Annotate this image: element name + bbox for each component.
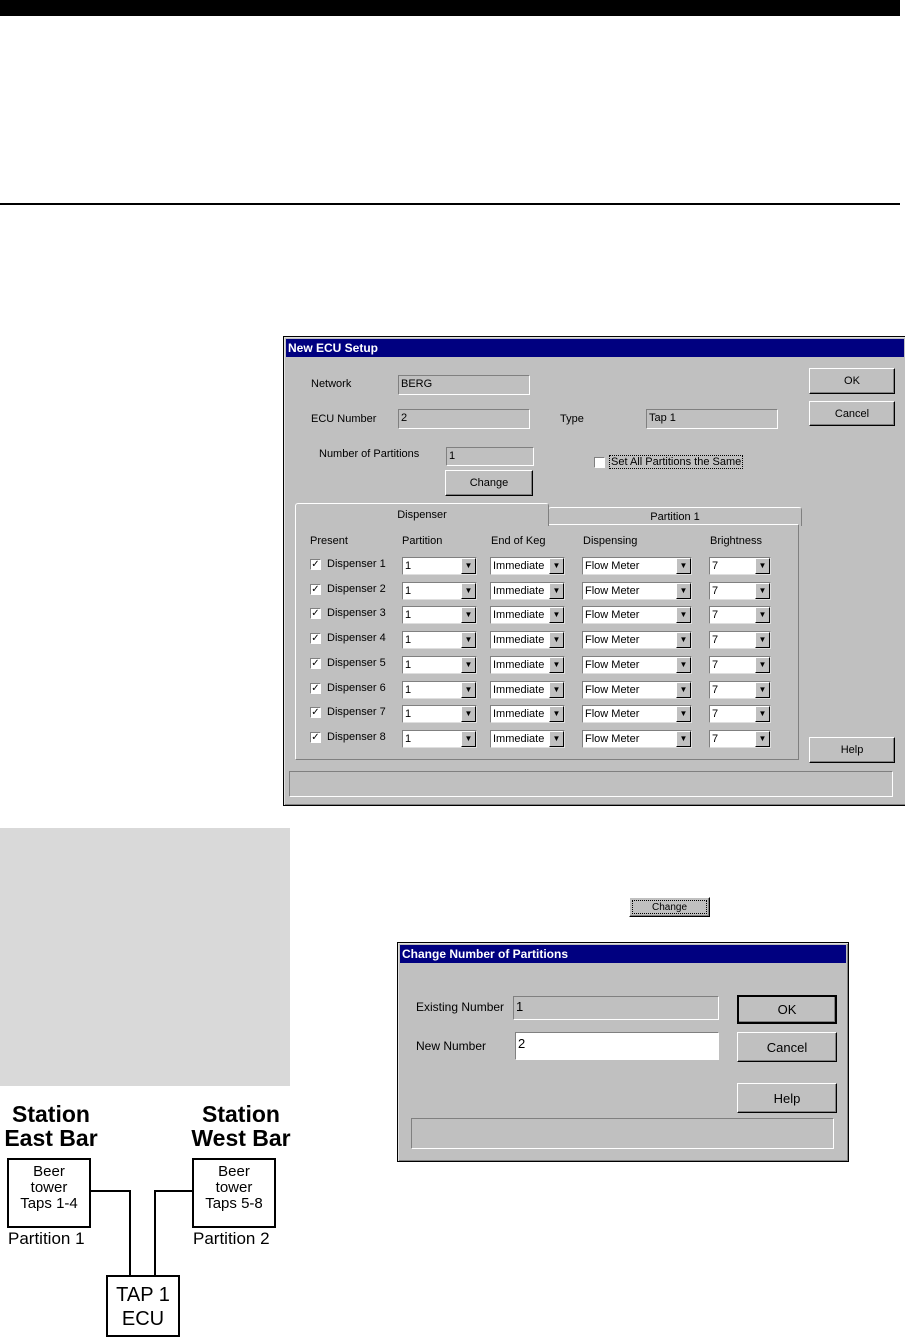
east-box-line1: Beer: [33, 1163, 65, 1180]
end-of-keg-select[interactable]: [490, 681, 565, 699]
dropdown-arrow-icon[interactable]: ▼: [755, 607, 770, 623]
brightness-value: 7: [712, 634, 719, 646]
dropdown-arrow-icon[interactable]: ▼: [755, 706, 770, 722]
partition-value: 1: [405, 659, 412, 671]
help-button[interactable]: Help: [737, 1083, 837, 1113]
dropdown-arrow-icon[interactable]: ▼: [755, 632, 770, 648]
east-partition-label: Partition 1: [8, 1229, 85, 1248]
dispenser-row: [306, 730, 786, 750]
dispenser-row: [306, 656, 786, 676]
present-checkbox[interactable]: ✓: [311, 658, 320, 669]
dropdown-arrow-icon[interactable]: ▼: [676, 657, 691, 673]
cancel-button[interactable]: Cancel: [737, 1032, 837, 1062]
set-all-partitions-checkbox[interactable]: [594, 457, 605, 468]
cancel-button[interactable]: Cancel: [809, 401, 895, 426]
dispensing-select[interactable]: [582, 582, 692, 600]
dropdown-arrow-icon[interactable]: ▼: [461, 706, 476, 722]
west-box-line2: tower: [215, 1179, 253, 1196]
connector-line: [154, 1190, 156, 1276]
dropdown-arrow-icon[interactable]: ▼: [549, 706, 564, 722]
brightness-select[interactable]: [709, 557, 771, 575]
dispenser-row: [306, 557, 786, 577]
end-of-keg-select[interactable]: [490, 705, 565, 723]
existing-number-label: Existing Number: [416, 1000, 505, 1014]
column-header-brightness: Brightness: [710, 535, 762, 547]
west-box-line1: Beer: [218, 1163, 250, 1180]
dropdown-arrow-icon[interactable]: ▼: [676, 558, 691, 574]
partition-value: 1: [405, 684, 412, 696]
change-partitions-dialog: [397, 942, 849, 1162]
ecu-box-line2: ECU: [121, 1308, 165, 1330]
brightness-value: 7: [712, 659, 719, 671]
present-checkbox[interactable]: ✓: [311, 584, 320, 595]
present-checkbox[interactable]: ✓: [311, 683, 320, 694]
dropdown-arrow-icon[interactable]: ▼: [755, 731, 770, 747]
column-header-dispensing: Dispensing: [583, 535, 638, 547]
partition-select[interactable]: [402, 656, 477, 674]
partition-value: 1: [405, 560, 412, 572]
dispenser-name: Dispenser 2: [327, 583, 386, 595]
end-of-keg-select[interactable]: [490, 631, 565, 649]
dispenser-row: [306, 582, 786, 602]
connector-line: [129, 1190, 131, 1276]
dispensing-select[interactable]: [582, 705, 692, 723]
dropdown-arrow-icon[interactable]: ▼: [676, 632, 691, 648]
dispenser-name: Dispenser 4: [327, 632, 386, 644]
tap1-ecu-box: [106, 1275, 180, 1337]
dispenser-name: Dispenser 1: [327, 558, 386, 570]
dispensing-select[interactable]: [582, 631, 692, 649]
new-number-input[interactable]: 2: [515, 1032, 719, 1060]
connector-line: [154, 1190, 192, 1192]
partitions-field[interactable]: 1: [446, 447, 534, 466]
help-button[interactable]: Help: [809, 737, 895, 763]
dispenser-name: Dispenser 5: [327, 657, 386, 669]
dispenser-name: Dispenser 8: [327, 731, 386, 743]
west-box-line3: Taps 5-8: [205, 1195, 263, 1212]
east-box-line2: tower: [30, 1179, 68, 1196]
column-header-end-of-keg: End of Keg: [491, 535, 546, 547]
ok-button[interactable]: OK: [809, 368, 895, 394]
dropdown-arrow-icon[interactable]: ▼: [755, 583, 770, 599]
dialog-title: New ECU Setup: [286, 339, 904, 357]
dropdown-arrow-icon[interactable]: ▼: [676, 682, 691, 698]
end-of-keg-value: Immediate: [493, 585, 545, 597]
network-field[interactable]: BERG: [398, 375, 530, 395]
dropdown-arrow-icon[interactable]: ▼: [461, 632, 476, 648]
west-station-title: [186, 1102, 296, 1150]
dropdown-arrow-icon[interactable]: ▼: [461, 558, 476, 574]
end-of-keg-value: Immediate: [493, 733, 545, 745]
end-of-keg-select[interactable]: [490, 582, 565, 600]
partition-value: 1: [405, 733, 412, 745]
east-beer-tower-box: [7, 1158, 91, 1228]
west-station-title-line2: West Bar: [191, 1125, 291, 1151]
brightness-value: 7: [712, 684, 719, 696]
dropdown-arrow-icon[interactable]: ▼: [755, 682, 770, 698]
dispensing-value: Flow Meter: [585, 634, 640, 646]
brightness-value: 7: [712, 585, 719, 597]
dropdown-arrow-icon[interactable]: ▼: [461, 731, 476, 747]
status-bar: [289, 771, 893, 797]
tab-partition-1[interactable]: Partition 1: [548, 507, 802, 526]
partition-select[interactable]: [402, 631, 477, 649]
dispenser-row: [306, 681, 786, 701]
west-partition-label: Partition 2: [193, 1229, 270, 1248]
dispenser-row: [306, 705, 786, 725]
present-checkbox[interactable]: ✓: [311, 707, 320, 718]
type-field[interactable]: Tap 1: [646, 409, 778, 429]
dispensing-select[interactable]: [582, 681, 692, 699]
dispensing-value: Flow Meter: [585, 684, 640, 696]
existing-number-field[interactable]: 1: [513, 996, 719, 1020]
end-of-keg-value: Immediate: [493, 708, 545, 720]
end-of-keg-select[interactable]: [490, 557, 565, 575]
ecu-number-label: ECU Number: [311, 413, 377, 425]
column-header-partition: Partition: [402, 535, 443, 547]
brightness-value: 7: [712, 708, 719, 720]
dispensing-select[interactable]: [582, 557, 692, 575]
partition-value: 1: [405, 609, 412, 621]
present-checkbox[interactable]: ✓: [311, 559, 320, 570]
dispenser-name: Dispenser 3: [327, 607, 386, 619]
dispensing-select[interactable]: [582, 606, 692, 624]
end-of-keg-value: Immediate: [493, 634, 545, 646]
dispenser-name: Dispenser 7: [327, 706, 386, 718]
brightness-select[interactable]: [709, 730, 771, 748]
end-of-keg-value: Immediate: [493, 560, 545, 572]
dispensing-value: Flow Meter: [585, 560, 640, 572]
dropdown-arrow-icon[interactable]: ▼: [549, 583, 564, 599]
dropdown-arrow-icon[interactable]: ▼: [676, 731, 691, 747]
dropdown-arrow-icon[interactable]: ▼: [461, 657, 476, 673]
dropdown-arrow-icon[interactable]: ▼: [755, 657, 770, 673]
dispensing-select[interactable]: [582, 656, 692, 674]
dispenser-row: [306, 631, 786, 651]
dropdown-arrow-icon[interactable]: ▼: [549, 558, 564, 574]
new-ecu-setup-dialog: [283, 336, 905, 806]
brightness-select[interactable]: [709, 631, 771, 649]
set-all-partitions-label: Set All Partitions the Same: [611, 456, 742, 468]
tab-dispenser[interactable]: Dispenser: [295, 503, 549, 526]
dropdown-arrow-icon[interactable]: ▼: [461, 583, 476, 599]
brightness-value: 7: [712, 733, 719, 745]
brightness-select[interactable]: [709, 606, 771, 624]
dropdown-arrow-icon[interactable]: ▼: [549, 632, 564, 648]
partition-select[interactable]: [402, 705, 477, 723]
change-button[interactable]: Change: [445, 470, 533, 496]
partitions-label: Number of Partitions: [319, 448, 420, 460]
dropdown-arrow-icon[interactable]: ▼: [549, 682, 564, 698]
status-bar: [411, 1118, 834, 1149]
east-box-line3: Taps 1-4: [20, 1195, 78, 1212]
end-of-keg-value: Immediate: [493, 609, 545, 621]
partition-select[interactable]: [402, 606, 477, 624]
dispensing-value: Flow Meter: [585, 659, 640, 671]
partition-select[interactable]: [402, 582, 477, 600]
dropdown-arrow-icon[interactable]: ▼: [461, 682, 476, 698]
present-checkbox[interactable]: ✓: [311, 608, 320, 619]
brightness-value: 7: [712, 609, 719, 621]
dropdown-arrow-icon[interactable]: ▼: [549, 607, 564, 623]
end-of-keg-value: Immediate: [493, 684, 545, 696]
dropdown-arrow-icon[interactable]: ▼: [676, 583, 691, 599]
east-station-title-line1: Station: [12, 1101, 90, 1127]
dispensing-value: Flow Meter: [585, 708, 640, 720]
partition-value: 1: [405, 634, 412, 646]
partition-value: 1: [405, 708, 412, 720]
end-of-keg-value: Immediate: [493, 659, 545, 671]
dropdown-arrow-icon[interactable]: ▼: [676, 706, 691, 722]
section-divider: [0, 203, 900, 205]
connector-line: [91, 1190, 131, 1192]
dropdown-arrow-icon[interactable]: ▼: [755, 558, 770, 574]
partition-value: 1: [405, 585, 412, 597]
brightness-select[interactable]: [709, 705, 771, 723]
new-number-label: New Number: [416, 1039, 487, 1053]
dropdown-arrow-icon[interactable]: ▼: [676, 607, 691, 623]
ecu-box-line1: TAP 1: [116, 1284, 170, 1306]
end-of-keg-select[interactable]: [490, 606, 565, 624]
brightness-select[interactable]: [709, 681, 771, 699]
dialog-title: Change Number of Partitions: [400, 945, 846, 963]
network-label: Network: [311, 378, 352, 390]
east-station-title-line2: East Bar: [4, 1125, 98, 1151]
brightness-select[interactable]: [709, 582, 771, 600]
partition-select[interactable]: [402, 730, 477, 748]
dispensing-value: Flow Meter: [585, 733, 640, 745]
inline-change-button[interactable]: Change: [629, 897, 710, 917]
note-box: [0, 828, 290, 1086]
present-checkbox[interactable]: ✓: [311, 633, 320, 644]
column-header-present: Present: [310, 535, 348, 547]
present-checkbox[interactable]: ✓: [311, 732, 320, 743]
dropdown-arrow-icon[interactable]: ▼: [549, 731, 564, 747]
type-label: Type: [560, 413, 584, 425]
end-of-keg-select[interactable]: [490, 730, 565, 748]
page-header-bar: [0, 0, 900, 16]
dispensing-select[interactable]: [582, 730, 692, 748]
dispensing-value: Flow Meter: [585, 609, 640, 621]
ecu-number-field[interactable]: 2: [398, 409, 530, 429]
dropdown-arrow-icon[interactable]: ▼: [549, 657, 564, 673]
end-of-keg-select[interactable]: [490, 656, 565, 674]
west-beer-tower-box: [192, 1158, 276, 1228]
brightness-select[interactable]: [709, 656, 771, 674]
west-station-title-line1: Station: [202, 1101, 280, 1127]
ok-button[interactable]: OK: [737, 995, 837, 1024]
dispenser-row: [306, 606, 786, 626]
dispenser-name: Dispenser 6: [327, 682, 386, 694]
east-station-title: [4, 1102, 98, 1150]
brightness-value: 7: [712, 560, 719, 572]
partition-select[interactable]: [402, 681, 477, 699]
partition-select[interactable]: [402, 557, 477, 575]
dispensing-value: Flow Meter: [585, 585, 640, 597]
dropdown-arrow-icon[interactable]: ▼: [461, 607, 476, 623]
